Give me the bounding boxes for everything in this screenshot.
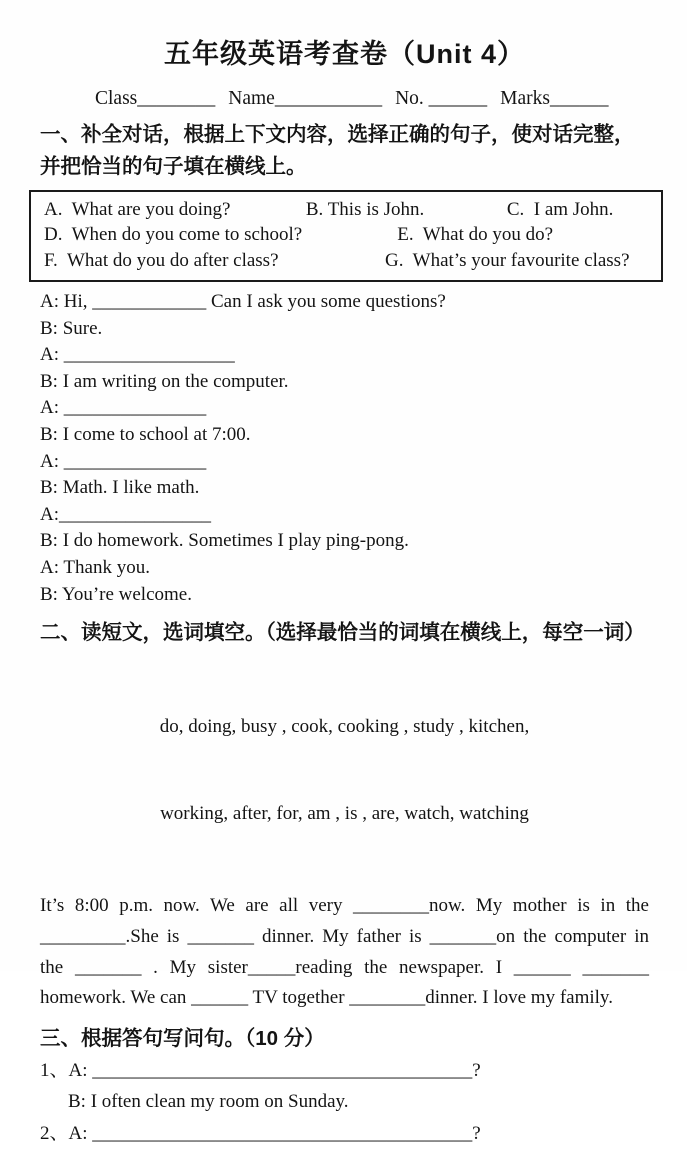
- section3-item-1: [40, 1055, 649, 1118]
- dialogue-line: B: Math. I like math.: [40, 477, 200, 499]
- dialogue-line: A: Hi, ____________ Can I ask you some questions?: [40, 291, 446, 313]
- option-a: A. What are you doing?: [44, 198, 231, 220]
- no-field: No. ______: [395, 88, 488, 109]
- word-bank-line-2: working, after, for, am , is , are, watch, watching: [160, 802, 529, 824]
- option-g: G. What’s your favourite class?: [385, 249, 630, 271]
- option-d: D. When do you come to school?: [44, 224, 303, 246]
- passage-line-4: homework. We can ______ TV together ________dinner. I love my family.: [40, 987, 613, 1009]
- options-row-1: [44, 197, 653, 223]
- section3-heading: 三、根据答句写问句。（10 分）: [40, 1027, 325, 1051]
- word-bank: [40, 654, 649, 886]
- options-row-3: [44, 248, 653, 274]
- option-c: C. I am John.: [506, 198, 614, 220]
- question-2-line: 2、A: ________________________________________?: [40, 1122, 481, 1144]
- options-row-2: [44, 222, 653, 248]
- section2-heading: 二、读短文，选词填空。（选择最恰当的词填在横线上，每空一词）: [40, 621, 645, 645]
- option-e: E. What do you do?: [397, 224, 554, 246]
- question-1-line: 1、A: ________________________________________?: [40, 1059, 481, 1081]
- dialogue-line: B: Sure.: [40, 317, 103, 339]
- passage-line-3: the _______ . My sister_____reading the newspaper. I ______ _______: [40, 956, 649, 978]
- dialogue-line: A: Thank you.: [40, 556, 150, 578]
- dialogue-line: B: I am writing on the computer.: [40, 370, 289, 392]
- page-title: 五年级英语考查卷（Unit 4）: [163, 39, 525, 69]
- options-box: [29, 190, 663, 283]
- marks-field: Marks______: [500, 88, 609, 109]
- class-field: Class________: [95, 88, 216, 109]
- cloze-passage: [40, 891, 649, 1014]
- answer-1-line: B: I often clean my room on Sunday.: [68, 1091, 349, 1113]
- passage-line-2: _________.She is _______ dinner. My father is _______on the computer in: [40, 925, 649, 947]
- dialogue-line: A: _______________: [40, 450, 207, 472]
- dialogue-block: [40, 289, 649, 608]
- dialogue-line: B: I come to school at 7:00.: [40, 424, 251, 445]
- section3-item-2: [40, 1118, 649, 1149]
- student-info-row: [95, 88, 649, 110]
- passage-line-1: It’s 8:00 p.m. now. We are all very ________now. My mother is in the: [40, 894, 649, 916]
- option-f: F. What do you do after class?: [44, 249, 279, 271]
- section1-heading: 一、补全对话，根据上下文内容，选择正确的句子，使对话完整，并把恰当的句子填在横线上。: [40, 123, 635, 178]
- dialogue-line: A: _______________: [40, 397, 207, 419]
- word-bank-line-1: do, doing, busy , cook, cooking , study , kitchen,: [159, 715, 530, 737]
- name-field: Name___________: [228, 88, 383, 109]
- dialogue-line: B: You’re welcome.: [40, 583, 192, 605]
- option-b: B. This is John.: [305, 198, 425, 220]
- dialogue-line: A:________________: [40, 503, 211, 525]
- dialogue-line: A: __________________: [40, 344, 235, 366]
- dialogue-line: B: I do homework. Sometimes I play ping-pong.: [40, 530, 409, 552]
